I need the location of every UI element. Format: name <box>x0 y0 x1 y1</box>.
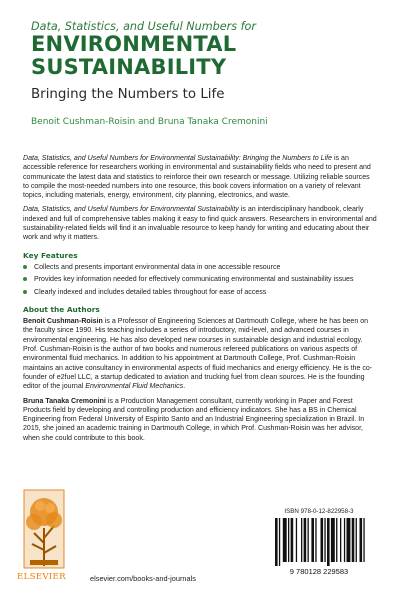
barcode-bar <box>296 518 297 562</box>
barcode-bar <box>331 518 335 562</box>
bullet-icon <box>23 290 27 294</box>
barcode-bar <box>356 518 357 562</box>
authors-line: Benoit Cushman-Roisin and Bruna Tanaka Cremonini <box>31 117 268 127</box>
barcode-bar <box>363 518 364 562</box>
bio-end: . <box>183 383 186 391</box>
author-name: Bruna Tanaka Cremonini <box>23 397 106 405</box>
publisher-url[interactable]: elsevier.com/books-and-journals <box>90 574 196 583</box>
barcode-bar <box>288 518 289 562</box>
feature-text: Clearly indexed and includes detailed tables throughout for ease of access <box>34 288 267 296</box>
bio-text: is a Production Management consultant, currently working in Paper and Forest Products field by developing and controlling production and efficiency indicators. She has a BS in Chemical Engineering from Federal University of Espírito Santo and an Industrial Engineering specialization in Brazil. In 2015, she joined an academic training in Dartmouth College, in which Prof. Cushman-Roisin was her advisor, when she could contribute to this book. <box>23 397 365 442</box>
book-title <box>31 33 376 79</box>
feature-text: Provides key information needed for effectively communicating environmental and sustainability issues <box>34 276 354 284</box>
barcode-icon <box>265 518 373 576</box>
key-features-list <box>23 263 377 297</box>
description-paragraph-1 <box>23 154 377 200</box>
barcode-bar <box>291 518 294 562</box>
isbn-number: ISBN 978-0-12-822958-3 <box>284 508 354 515</box>
barcode-number: 9 780128 229583 <box>289 567 349 576</box>
barcode-bar <box>352 518 355 562</box>
feature-text: Collects and presents important environmental data in one accessible resource <box>34 263 281 271</box>
journal-name: Environmental Fluid Mechanics <box>85 383 184 391</box>
bio-text: is a Professor of Engineering Sciences at Dartmouth College, where he has been on the faculty since 1990. His teaching includes a series of introductory, mid-level, and advanced courses in environmental engineering. He has also developed new courses in sustainable design and industrial ecology. Prof. Cushman-Roisin is the author of two books and numerous refereed publications on various aspects of environmental fluid mechanics. In addition to his appointment at Dartmouth College, Prof. Cushman-Roisin maintains an active consultancy in environmental aspects of fluid mechanics and energy efficiency. He is the co-founder of e2fuel LLC, a startup dedicated to aviation and trucking fuel from clean sources. He is the founding editor of the journal <box>23 318 373 391</box>
barcode-bar <box>315 518 316 562</box>
barcode-bar <box>279 518 280 566</box>
barcode-bar <box>347 518 351 562</box>
barcode-bar <box>283 518 287 562</box>
elsevier-tree-logo-icon <box>22 488 66 580</box>
barcode-bar <box>344 518 345 562</box>
description-text: is an interdisciplinary handbook, clearly indexed and full of comprehensive tables making it easy to find quick answers. Researchers in environmental and sustainability-related fields will find it an invaluable resource to keep handy for writing and educating about their work and why it matters. <box>23 206 377 242</box>
author-bio-1 <box>23 317 377 391</box>
isbn-block <box>260 506 378 586</box>
book-subtitle: Bringing the Numbers to Life <box>31 87 225 102</box>
description-paragraph-2 <box>23 205 377 242</box>
description-text: is an accessible reference for researchers working in environmental and sustainability fields who need to present and communicate the latest data and statistics to reinforce their own research or message. Utilizing reliable sources to compile the most-needed numbers into one resource, this book covers information on a variety of relevant topics, including materials, energy, environment, city planning, electronics, and waste. <box>23 155 371 200</box>
cover-footer <box>0 488 400 600</box>
series-title: Data, Statistics, and Useful Numbers for <box>31 20 256 33</box>
feature-item <box>23 275 377 284</box>
barcode-bar <box>324 518 325 562</box>
barcode-bar <box>301 518 302 562</box>
barcode-bar <box>304 518 307 562</box>
bullet-icon <box>23 277 27 281</box>
barcode-bar <box>308 518 309 562</box>
key-features-heading: Key Features <box>23 250 78 260</box>
cover-header <box>31 20 376 127</box>
author-bio-2 <box>23 397 377 443</box>
publisher-name: ELSEVIER <box>17 572 66 582</box>
barcode-bar <box>275 518 278 566</box>
barcode-bar <box>311 518 314 562</box>
about-authors-heading: About the Authors <box>23 304 100 314</box>
book-name-italic: Data, Statistics, and Useful Numbers for Environmental Sustainability: Bringing the Numbers to Life <box>23 155 333 162</box>
cover-body <box>23 154 377 448</box>
barcode-bar <box>336 518 337 562</box>
barcode-bar <box>321 518 324 562</box>
barcode-bar <box>360 518 363 562</box>
author-name: Benoit Cushman-Roisin <box>23 318 103 326</box>
bullet-icon <box>23 265 27 269</box>
title-line-2: SUSTAINABILITY <box>31 55 227 79</box>
feature-item <box>23 288 377 297</box>
feature-item <box>23 263 377 272</box>
title-line-1: ENVIRONMENTAL <box>31 32 237 56</box>
book-name-italic: Data, Statistics, and Useful Numbers for Environmental Sustainability <box>23 206 239 214</box>
barcode-bar <box>327 518 330 566</box>
barcode-bar <box>340 518 341 562</box>
